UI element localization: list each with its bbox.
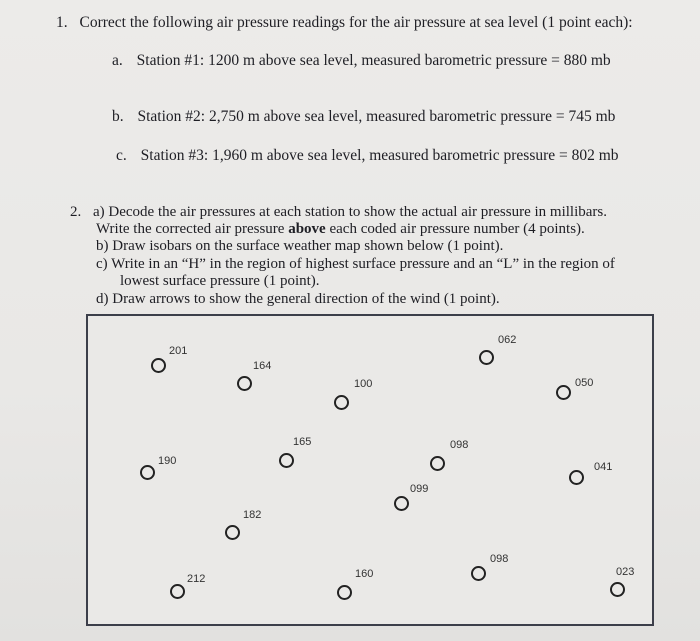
- question-1-prompt: Correct the following air pressure readings for the air pressure at sea level (1 point each):: [79, 14, 633, 31]
- q1-item-a: [112, 52, 611, 70]
- station-circle: [430, 456, 445, 471]
- q2-a-text: a) Decode the air pressures at each station to show the actual air pressure in millibars.: [93, 204, 607, 220]
- q1-item-b-label: b.: [112, 108, 124, 125]
- station-circle: [151, 358, 166, 373]
- question-2-number: 2.: [70, 204, 82, 220]
- q1-item-a-label: a.: [112, 52, 123, 69]
- station-code: 160: [355, 568, 374, 580]
- station-code: 099: [410, 483, 429, 495]
- station-circle: [279, 453, 294, 468]
- station-code: 098: [490, 553, 509, 565]
- q1-item-c: [116, 147, 619, 165]
- question-1: [56, 14, 633, 32]
- q2-d-text: d) Draw arrows to show the general direction of the wind (1 point).: [96, 291, 500, 307]
- station-circle: [237, 376, 252, 391]
- station-circle: [471, 566, 486, 581]
- surface-weather-map: [86, 314, 654, 626]
- q2-b-text: b) Draw isobars on the surface weather map shown below (1 point).: [96, 238, 504, 254]
- station-code: 062: [498, 334, 517, 346]
- q2-a-line2-pre: Write the corrected air pressure: [96, 221, 289, 237]
- station-circle: [170, 584, 185, 599]
- question-2-a-line2: [96, 220, 585, 238]
- station-code: 100: [354, 378, 373, 390]
- station-code: 098: [450, 439, 469, 451]
- station-circle: [569, 470, 584, 485]
- station-code: 201: [169, 345, 188, 357]
- station-code: 190: [158, 455, 177, 467]
- station-circle: [337, 585, 352, 600]
- station-code: 023: [616, 566, 635, 578]
- station-circle: [394, 496, 409, 511]
- q2-c-text-line2: lowest surface pressure (1 point).: [120, 273, 320, 289]
- question-2-a-line1: [70, 203, 607, 221]
- station-code: 041: [594, 461, 613, 473]
- q2-c-text-line1: c) Write in an “H” in the region of highest surface pressure and an “L” in the region of: [96, 256, 615, 272]
- station-circle: [140, 465, 155, 480]
- q1-item-b-text: Station #2: 2,750 m above sea level, measured barometric pressure = 745 mb: [137, 108, 616, 125]
- station-code: 050: [575, 377, 594, 389]
- station-code: 212: [187, 573, 206, 585]
- station-circle: [225, 525, 240, 540]
- station-code: 182: [243, 509, 262, 521]
- q1-item-c-label: c.: [116, 147, 127, 164]
- q1-item-c-text: Station #3: 1,960 m above sea level, measured barometric pressure = 802 mb: [140, 147, 619, 164]
- station-circle: [334, 395, 349, 410]
- station-code: 164: [253, 360, 272, 372]
- question-1-number: 1.: [56, 14, 68, 31]
- station-circle: [479, 350, 494, 365]
- q2-a-line2-post: each coded air pressure number (4 points).: [325, 221, 585, 237]
- q1-item-b: [112, 108, 615, 126]
- station-code: 165: [293, 436, 312, 448]
- q2-a-line2-bold: above: [288, 221, 326, 237]
- q1-item-a-text: Station #1: 1200 m above sea level, measured barometric pressure = 880 mb: [136, 52, 611, 69]
- station-circle: [556, 385, 571, 400]
- station-circle: [610, 582, 625, 597]
